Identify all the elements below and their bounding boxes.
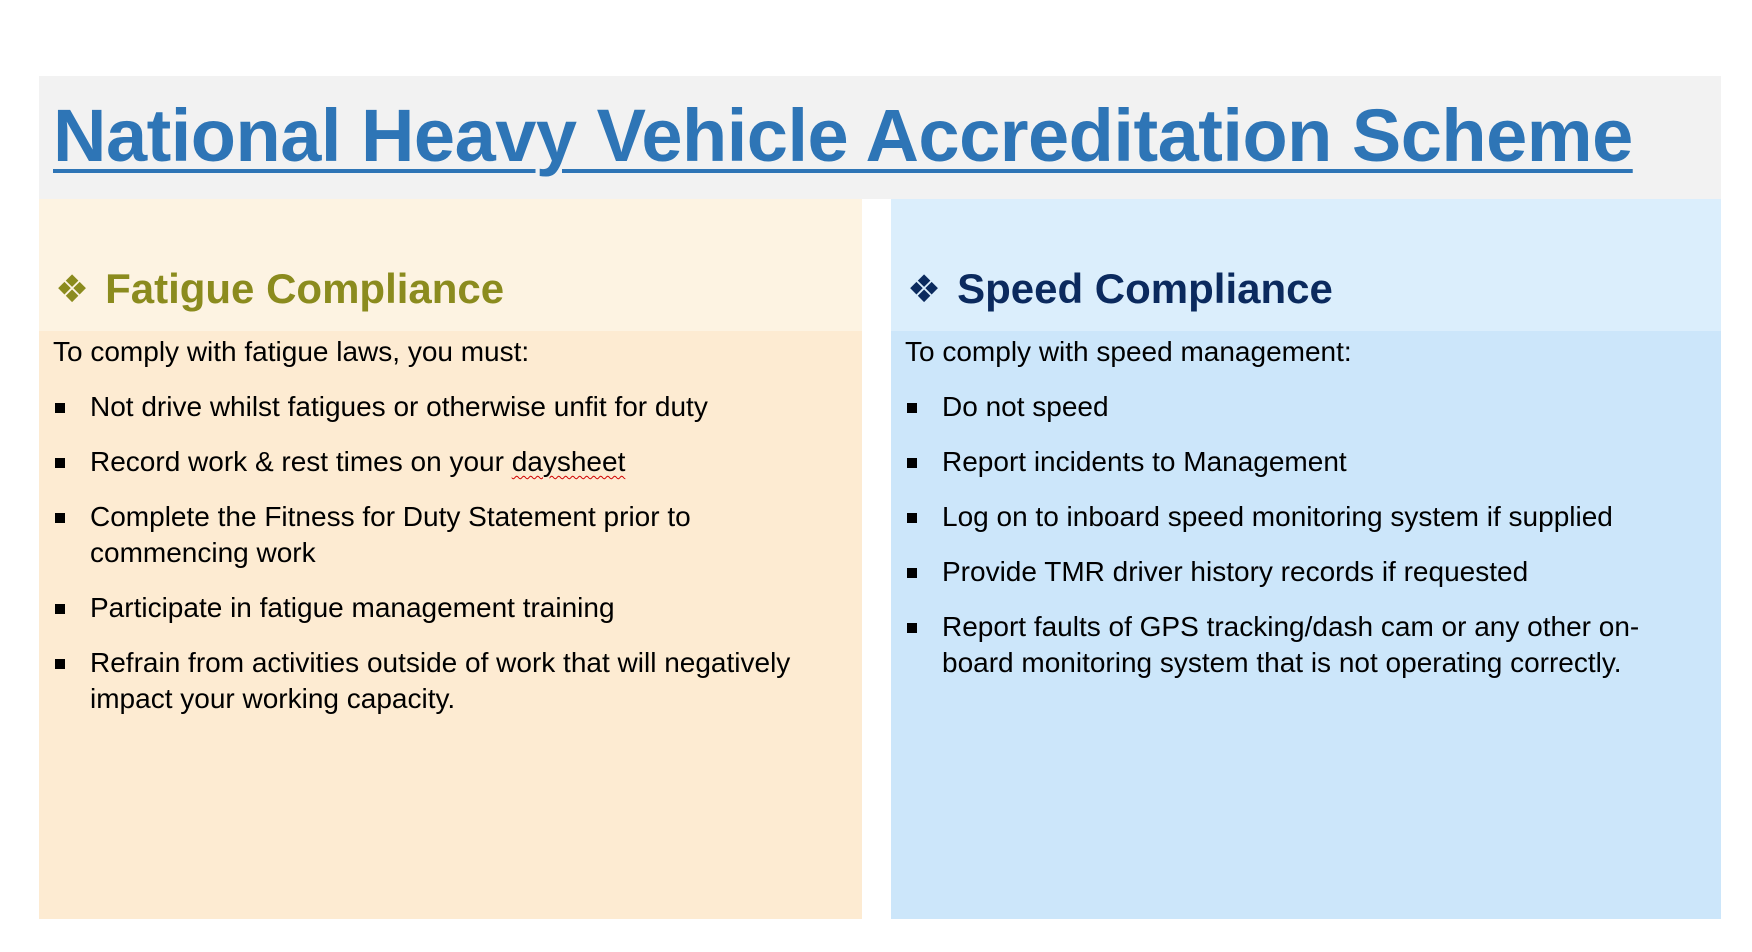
list-item-text [90,446,625,477]
list-item [53,389,843,425]
square-bullet-icon [55,659,65,669]
list-item [905,609,1695,681]
square-bullet-icon [55,513,65,523]
square-bullet-icon [907,403,917,413]
fatigue-heading [55,261,504,317]
speed-panel [891,199,1721,919]
list-item-text: Do not speed [942,391,1109,422]
square-bullet-icon [55,403,65,413]
speed-heading [907,261,1333,317]
list-item-text: Report incidents to Management [942,446,1347,477]
slide-title: National Heavy Vehicle Accreditation Scheme [53,94,1633,177]
spellcheck-flagged-word[interactable]: daysheet [511,446,626,477]
list-item-text: Provide TMR driver history records if requested [942,556,1529,587]
fatigue-intro: To comply with fatigue laws, you must: [53,336,530,367]
speed-intro: To comply with speed management: [905,336,1352,367]
list-item-text: Refrain from activities outside of work that will negatively impact your working capacity. [90,647,791,714]
list-item [905,554,1695,590]
list-item [905,499,1695,535]
fatigue-panel [39,199,862,919]
diamond-bullet-icon: ❖ [907,267,942,311]
list-item [53,590,843,626]
list-item-text: Complete the Fitness for Duty Statement prior to commencing work [90,501,691,568]
diamond-bullet-icon: ❖ [55,267,90,311]
square-bullet-icon [907,568,917,578]
list-item-text: Participate in fatigue management training [90,592,615,623]
speed-heading-label: Speed Compliance [957,265,1333,312]
list-item [53,499,843,571]
list-item [905,444,1695,480]
list-item [905,389,1695,425]
list-item [53,645,843,717]
list-item-text-prefix: Record work & rest times on your [90,446,512,477]
speed-list [905,389,1695,700]
square-bullet-icon [55,458,65,468]
fatigue-list [53,389,843,736]
square-bullet-icon [907,623,917,633]
square-bullet-icon [55,604,65,614]
square-bullet-icon [907,513,917,523]
list-item-text: Report faults of GPS tracking/dash cam or any other on-board monitoring system that is not operating correctly. [942,611,1640,678]
list-item [53,444,843,480]
list-item-text: Log on to inboard speed monitoring system if supplied [942,501,1613,532]
fatigue-heading-label: Fatigue Compliance [105,265,505,312]
list-item-text: Not drive whilst fatigues or otherwise unfit for duty [90,391,708,422]
square-bullet-icon [907,458,917,468]
